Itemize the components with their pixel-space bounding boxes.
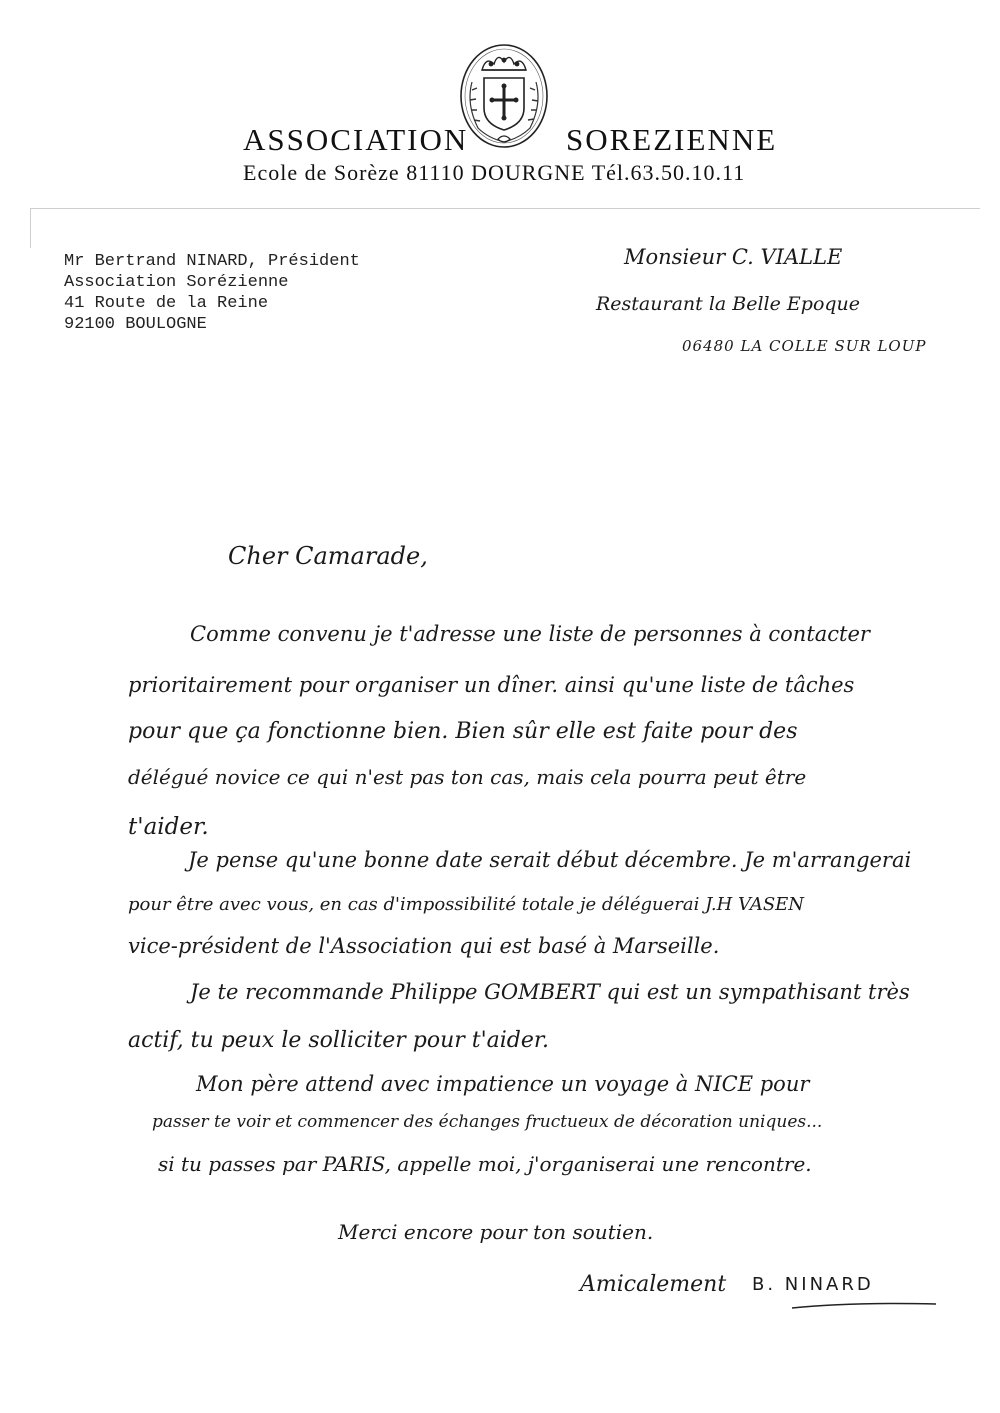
body-line: vice-président de l'Association qui est basé à Marseille. (128, 934, 720, 958)
body-line: si tu passes par PARIS, appelle moi, j'organiserai une rencontre. (158, 1152, 812, 1176)
closing: Amicalement (580, 1272, 727, 1297)
body-line: actif, tu peux le solliciter pour t'aider. (128, 1028, 549, 1053)
body-line: pour que ça fonctionne bien. Bien sûr elle est faite pour des (128, 719, 798, 744)
recipient-line: Monsieur C. VIALLE (624, 245, 843, 269)
body-line: prioritairement pour organiser un dîner. ainsi qu'une liste de tâches (128, 673, 855, 697)
body-line: passer te voir et commencer des échanges fructueux de décoration uniques... (152, 1112, 823, 1132)
association-crest-logo (458, 42, 550, 152)
body-line: pour être avec vous, en cas d'impossibilité totale je déléguerai J.H VASEN (128, 894, 805, 915)
body-line: Mon père attend avec impatience un voyage à NICE pour (196, 1072, 810, 1096)
signature-underline (790, 1298, 940, 1314)
body-line: t'aider. (128, 814, 209, 840)
body-line: Comme convenu je t'adresse une liste de personnes à contacter (190, 622, 870, 646)
sender-address-block (64, 251, 360, 335)
body-line: Je pense qu'une bonne date serait début décembre. Je m'arrangerai (188, 848, 912, 872)
recipient-line: 06480 LA COLLE SUR LOUP (682, 337, 927, 355)
sender-line: Mr Bertrand NINARD, Président (64, 252, 360, 271)
fold-line-edge (30, 208, 31, 248)
letterhead-name-right: SOREZIENNE (566, 122, 778, 157)
body-line: délégué novice ce qui n'est pas ton cas, mais cela pourra peut être (128, 765, 807, 789)
sender-line: 92100 BOULOGNE (64, 315, 207, 334)
letterhead-name-left: ASSOCIATION (243, 122, 469, 157)
sender-line: Association Sorézienne (64, 273, 289, 292)
recipient-line: Restaurant la Belle Epoque (596, 293, 861, 315)
body-line: Merci encore pour ton soutien. (338, 1220, 654, 1244)
letterhead-address: Ecole de Sorèze 81110 DOURGNE Tél.63.50.10.11 (243, 160, 746, 185)
sender-line: 41 Route de la Reine (64, 294, 269, 313)
fold-line (30, 208, 980, 209)
salutation: Cher Camarade, (228, 542, 428, 570)
signature: B. NINARD (752, 1274, 874, 1295)
body-line: Je te recommande Philippe GOMBERT qui est un sympathisant très (190, 980, 910, 1004)
